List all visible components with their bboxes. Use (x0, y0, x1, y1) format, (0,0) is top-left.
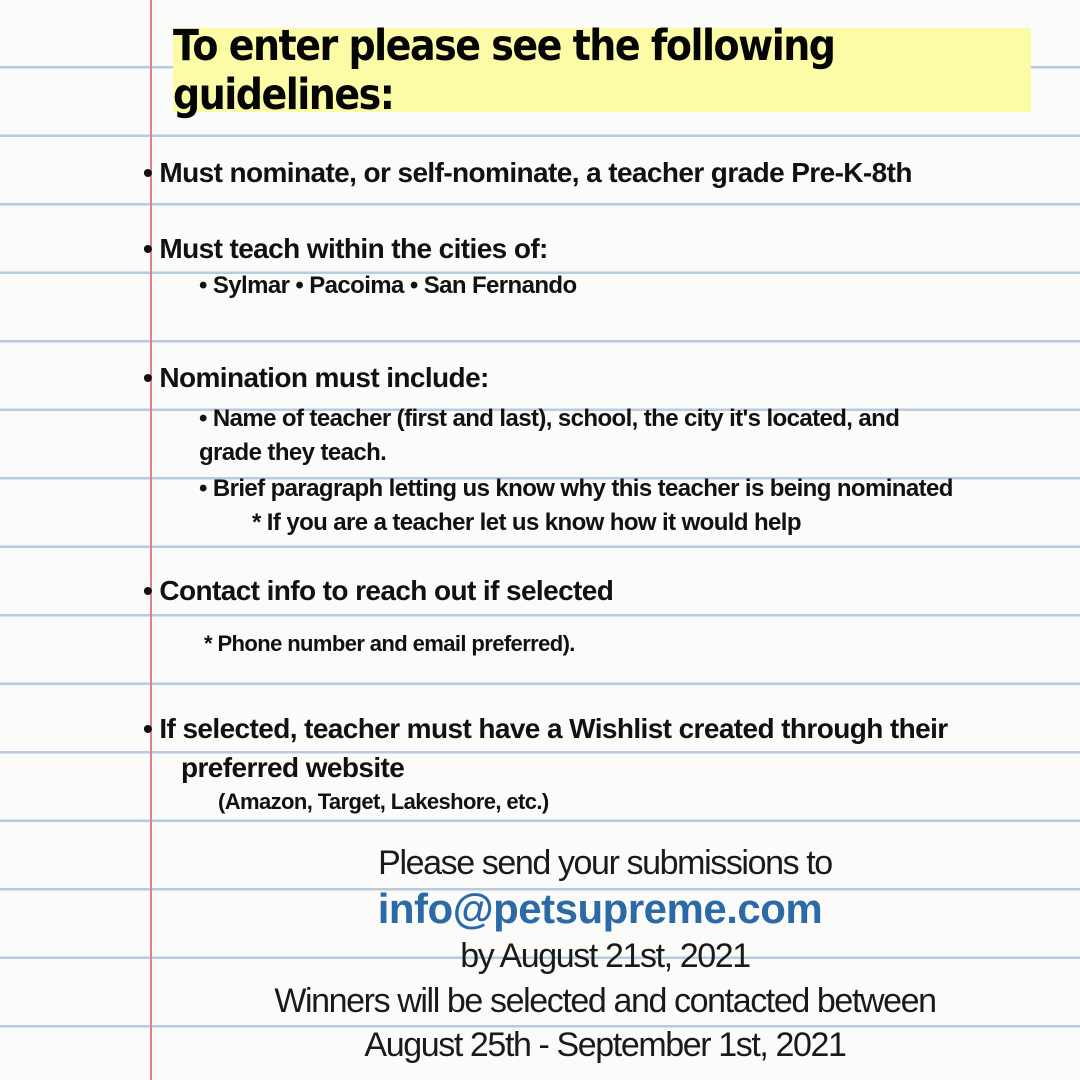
guideline-cities-list: • Sylmar • Pacoima • San Fernando (199, 272, 577, 299)
winners-announcement: Winners will be selected and contacted between (274, 982, 936, 1020)
guideline-nomination: • Nomination must include: (143, 362, 489, 393)
nomination-item-teacher-note: * If you are a teacher let us know how it would help (252, 509, 801, 536)
wishlist-examples: (Amazon, Target, Lakeshore, etc.) (218, 789, 549, 814)
guideline-grade: • Must nominate, or self-nominate, a teacher grade Pre-K-8th (143, 157, 912, 188)
guideline-wishlist-cont: preferred website (181, 752, 405, 783)
nomination-item-name: • Name of teacher (first and last), school, the city it's located, and (199, 405, 900, 432)
title-banner (173, 20, 1031, 120)
submission-email-link[interactable]: info@petsupreme.com (377, 885, 823, 932)
nomination-item-name-cont: grade they teach. (199, 439, 387, 466)
guideline-contact: • Contact info to reach out if selected (143, 575, 614, 606)
contact-note: * Phone number and email preferred). (204, 631, 575, 656)
submission-instructions: Please send your submissions to (378, 844, 832, 882)
winners-dates: August 25th - September 1st, 2021 (364, 1026, 846, 1064)
guideline-cities: • Must teach within the cities of: (143, 233, 548, 264)
guideline-wishlist: • If selected, teacher must have a Wishlist created through their (143, 713, 948, 744)
submission-deadline: by August 21st, 2021 (460, 937, 750, 975)
page-title: To enter please see the following guidelines: (173, 20, 835, 120)
nomination-item-paragraph: • Brief paragraph letting us know why this teacher is being nominated (199, 475, 953, 502)
